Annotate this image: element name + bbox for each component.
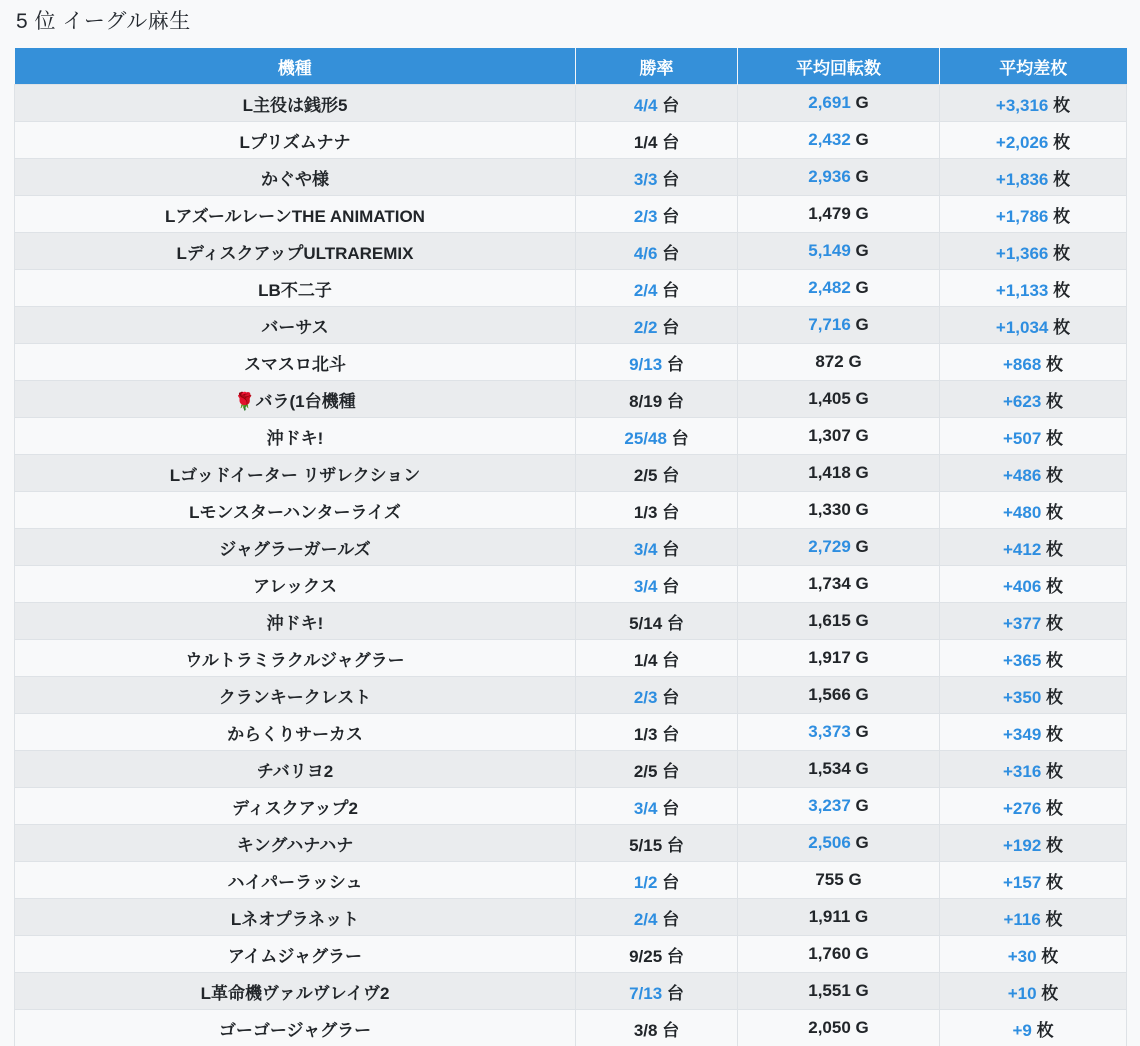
avg-diff-unit: 枚 <box>1046 650 1064 670</box>
machine-name-cell: LディスクアップULTRAREMIX <box>15 233 576 270</box>
avg-spins-cell <box>738 381 940 418</box>
machine-name-cell: アイムジャグラー <box>15 936 576 973</box>
win-rate-value: 2/5 <box>633 465 658 485</box>
avg-spins-value: 872 <box>815 352 844 371</box>
machine-name-cell: かぐや様 <box>15 159 576 196</box>
avg-spins-unit: G <box>855 1018 869 1037</box>
avg-spins-cell <box>738 973 940 1010</box>
avg-diff-value[interactable]: +480 <box>1002 502 1042 522</box>
avg-spins-unit: G <box>855 537 869 556</box>
avg-diff-value[interactable]: +3,316 <box>995 95 1049 115</box>
avg-diff-value[interactable]: +1,366 <box>995 243 1049 263</box>
avg-spins-unit: G <box>855 204 869 223</box>
win-rate-unit: 台 <box>662 872 680 892</box>
table-header-row <box>15 48 1127 85</box>
avg-diff-unit: 枚 <box>1036 1020 1054 1040</box>
win-rate-value[interactable]: 2/4 <box>633 909 658 929</box>
avg-spins-value[interactable]: 2,506 <box>808 833 851 852</box>
machine-stats-table <box>14 48 1127 1046</box>
win-rate-cell <box>576 640 738 677</box>
machine-name-cell: Lネオプラネット <box>15 899 576 936</box>
win-rate-cell <box>576 455 738 492</box>
avg-diff-value[interactable]: +9 <box>1012 1020 1032 1040</box>
avg-diff-cell <box>940 122 1127 159</box>
avg-diff-cell <box>940 862 1127 899</box>
machine-name-cell: キングハナハナ <box>15 825 576 862</box>
avg-spins-unit: G <box>855 796 869 815</box>
avg-spins-unit: G <box>855 833 869 852</box>
avg-diff-value[interactable]: +192 <box>1002 835 1042 855</box>
avg-diff-cell <box>940 751 1127 788</box>
win-rate-value[interactable]: 7/13 <box>629 983 663 1003</box>
avg-spins-cell <box>738 566 940 603</box>
win-rate-unit: 台 <box>662 317 680 337</box>
avg-spins-unit: G <box>855 315 869 334</box>
table-row <box>15 973 1127 1010</box>
avg-spins-cell <box>738 344 940 381</box>
win-rate-unit: 台 <box>662 761 680 781</box>
win-rate-value: 1/3 <box>633 502 658 522</box>
avg-diff-cell <box>940 973 1127 1010</box>
win-rate-value: 2/5 <box>633 761 658 781</box>
avg-spins-cell <box>738 1010 940 1046</box>
win-rate-unit: 台 <box>662 909 680 929</box>
avg-diff-cell <box>940 418 1127 455</box>
win-rate-unit: 台 <box>662 95 680 115</box>
avg-diff-value[interactable]: +276 <box>1002 798 1042 818</box>
avg-spins-value[interactable]: 2,936 <box>808 167 851 186</box>
avg-spins-cell <box>738 529 940 566</box>
avg-spins-unit: G <box>855 241 869 260</box>
table-row <box>15 492 1127 529</box>
win-rate-value[interactable]: 4/4 <box>633 95 658 115</box>
avg-spins-cell <box>738 492 940 529</box>
avg-diff-unit: 枚 <box>1046 502 1064 522</box>
win-rate-unit: 台 <box>671 428 689 448</box>
avg-diff-value[interactable]: +10 <box>1007 983 1037 1003</box>
win-rate-unit: 台 <box>662 650 680 670</box>
avg-diff-cell <box>940 455 1127 492</box>
avg-diff-unit: 枚 <box>1046 354 1064 374</box>
avg-spins-value: 1,418 <box>808 463 851 482</box>
table-row <box>15 381 1127 418</box>
win-rate-value: 1/4 <box>633 650 658 670</box>
machine-name-cell: 沖ドキ! <box>15 603 576 640</box>
win-rate-value: 1/3 <box>633 724 658 744</box>
avg-diff-value[interactable]: +1,786 <box>995 206 1049 226</box>
machine-name-cell: Lモンスターハンターライズ <box>15 492 576 529</box>
win-rate-cell <box>576 344 738 381</box>
machine-name-cell: バーサス <box>15 307 576 344</box>
avg-diff-unit: 枚 <box>1053 243 1071 263</box>
win-rate-cell <box>576 159 738 196</box>
win-rate-value[interactable]: 1/2 <box>633 872 658 892</box>
avg-spins-value[interactable]: 2,482 <box>808 278 851 297</box>
avg-diff-cell <box>940 344 1127 381</box>
win-rate-unit: 台 <box>666 391 684 411</box>
avg-spins-unit: G <box>848 870 862 889</box>
avg-diff-cell <box>940 603 1127 640</box>
win-rate-cell <box>576 751 738 788</box>
table-row <box>15 714 1127 751</box>
table-row <box>15 788 1127 825</box>
win-rate-cell <box>576 603 738 640</box>
avg-diff-cell <box>940 677 1127 714</box>
avg-diff-unit: 枚 <box>1053 132 1071 152</box>
avg-spins-value[interactable]: 3,373 <box>808 722 851 741</box>
avg-diff-cell <box>940 825 1127 862</box>
win-rate-value[interactable]: 3/3 <box>633 169 658 189</box>
avg-diff-value[interactable]: +157 <box>1002 872 1042 892</box>
avg-spins-unit: G <box>855 500 869 519</box>
win-rate-unit: 台 <box>666 946 684 966</box>
avg-diff-cell <box>940 529 1127 566</box>
win-rate-cell <box>576 936 738 973</box>
avg-spins-value[interactable]: 3,237 <box>808 796 851 815</box>
machine-name-cell: LB不二子 <box>15 270 576 307</box>
avg-spins-value: 1,551 <box>808 981 851 1000</box>
win-rate-cell <box>576 122 738 159</box>
win-rate-cell <box>576 529 738 566</box>
avg-diff-value[interactable]: +1,836 <box>995 169 1049 189</box>
col-header-avg-diff: 平均差枚 <box>940 48 1127 85</box>
machine-name-cell: ゴーゴージャグラー <box>15 1010 576 1046</box>
avg-spins-value: 2,050 <box>808 1018 851 1037</box>
avg-spins-cell <box>738 640 940 677</box>
avg-diff-unit: 枚 <box>1046 798 1064 818</box>
table-row <box>15 307 1127 344</box>
win-rate-value[interactable]: 3/4 <box>633 539 658 559</box>
avg-spins-unit: G <box>855 167 869 186</box>
win-rate-cell <box>576 714 738 751</box>
table-row <box>15 196 1127 233</box>
avg-spins-value: 1,917 <box>808 648 851 667</box>
avg-diff-unit: 枚 <box>1046 835 1064 855</box>
avg-diff-cell <box>940 640 1127 677</box>
avg-diff-unit: 枚 <box>1046 576 1064 596</box>
win-rate-cell <box>576 418 738 455</box>
win-rate-cell <box>576 677 738 714</box>
avg-spins-cell <box>738 122 940 159</box>
machine-name-cell: L革命機ヴァルヴレイヴ2 <box>15 973 576 1010</box>
avg-spins-value: 1,534 <box>808 759 851 778</box>
win-rate-value[interactable]: 2/2 <box>633 317 658 337</box>
win-rate-cell <box>576 381 738 418</box>
table-row <box>15 344 1127 381</box>
win-rate-value: 5/14 <box>629 613 663 633</box>
table-row <box>15 825 1127 862</box>
avg-diff-value[interactable]: +365 <box>1002 650 1042 670</box>
avg-diff-value[interactable]: +316 <box>1002 761 1042 781</box>
win-rate-unit: 台 <box>662 1020 680 1040</box>
win-rate-cell <box>576 566 738 603</box>
machine-name-cell: チバリヨ2 <box>15 751 576 788</box>
avg-spins-unit: G <box>855 981 869 1000</box>
table-row <box>15 233 1127 270</box>
avg-diff-unit: 枚 <box>1053 169 1071 189</box>
avg-diff-cell <box>940 492 1127 529</box>
avg-diff-unit: 枚 <box>1046 613 1064 633</box>
avg-diff-unit: 枚 <box>1053 280 1071 300</box>
table-row <box>15 899 1127 936</box>
avg-spins-unit: G <box>855 648 869 667</box>
avg-diff-unit: 枚 <box>1045 909 1063 929</box>
machine-name-cell: 沖ドキ! <box>15 418 576 455</box>
table-row <box>15 122 1127 159</box>
win-rate-value: 3/8 <box>633 1020 658 1040</box>
avg-diff-cell <box>940 381 1127 418</box>
win-rate-value[interactable]: 2/3 <box>633 206 658 226</box>
win-rate-unit: 台 <box>662 798 680 818</box>
avg-spins-value[interactable]: 7,716 <box>808 315 851 334</box>
avg-spins-cell <box>738 233 940 270</box>
table-row <box>15 677 1127 714</box>
avg-spins-cell <box>738 270 940 307</box>
avg-spins-unit: G <box>855 722 869 741</box>
table-body <box>15 85 1127 1046</box>
avg-spins-unit: G <box>855 278 869 297</box>
avg-diff-value[interactable]: +116 <box>1003 909 1041 929</box>
avg-spins-value: 1,307 <box>808 426 851 445</box>
win-rate-value[interactable]: 2/3 <box>633 687 658 707</box>
table-row <box>15 159 1127 196</box>
avg-spins-value[interactable]: 2,432 <box>808 130 851 149</box>
avg-diff-cell <box>940 566 1127 603</box>
avg-diff-unit: 枚 <box>1041 946 1059 966</box>
col-header-machine: 機種 <box>15 48 576 85</box>
avg-diff-unit: 枚 <box>1046 724 1064 744</box>
avg-diff-unit: 枚 <box>1053 206 1071 226</box>
avg-diff-unit: 枚 <box>1046 761 1064 781</box>
avg-spins-cell <box>738 418 940 455</box>
win-rate-value: 9/25 <box>629 946 663 966</box>
win-rate-unit: 台 <box>662 687 680 707</box>
table-row <box>15 270 1127 307</box>
win-rate-cell <box>576 196 738 233</box>
win-rate-cell <box>576 899 738 936</box>
table-row <box>15 751 1127 788</box>
win-rate-value: 5/15 <box>629 835 663 855</box>
avg-spins-value: 1,479 <box>808 204 851 223</box>
avg-spins-unit: G <box>848 352 862 371</box>
win-rate-cell <box>576 492 738 529</box>
win-rate-unit: 台 <box>662 243 680 263</box>
win-rate-cell <box>576 270 738 307</box>
avg-diff-cell <box>940 936 1127 973</box>
avg-spins-value: 1,911 <box>808 907 851 926</box>
avg-spins-cell <box>738 788 940 825</box>
win-rate-unit: 台 <box>662 724 680 744</box>
machine-name-cell: Lゴッドイーター リザレクション <box>15 455 576 492</box>
win-rate-value[interactable]: 3/4 <box>633 576 658 596</box>
avg-diff-value[interactable]: +1,034 <box>995 317 1049 337</box>
avg-diff-cell <box>940 899 1127 936</box>
win-rate-unit: 台 <box>662 502 680 522</box>
machine-name-cell: Lプリズムナナ <box>15 122 576 159</box>
avg-spins-unit: G <box>855 611 869 630</box>
avg-spins-value[interactable]: 2,729 <box>808 537 851 556</box>
avg-spins-value: 755 <box>815 870 844 889</box>
avg-spins-cell <box>738 825 940 862</box>
avg-diff-value[interactable]: +377 <box>1002 613 1042 633</box>
avg-diff-unit: 枚 <box>1046 539 1064 559</box>
avg-diff-unit: 枚 <box>1046 687 1064 707</box>
avg-diff-unit: 枚 <box>1046 872 1064 892</box>
win-rate-unit: 台 <box>666 835 684 855</box>
avg-spins-cell <box>738 862 940 899</box>
win-rate-cell <box>576 307 738 344</box>
avg-diff-unit: 枚 <box>1041 983 1059 1003</box>
avg-diff-cell <box>940 714 1127 751</box>
avg-spins-cell <box>738 677 940 714</box>
win-rate-value: 8/19 <box>629 391 663 411</box>
avg-spins-cell <box>738 159 940 196</box>
table-row <box>15 85 1127 122</box>
avg-spins-value: 1,405 <box>808 389 851 408</box>
machine-name-cell: LアズールレーンTHE ANIMATION <box>15 196 576 233</box>
win-rate-value[interactable]: 25/48 <box>624 428 667 448</box>
avg-spins-value[interactable]: 2,691 <box>808 93 851 112</box>
win-rate-unit: 台 <box>666 613 684 633</box>
page-title: 5 位 イーグル麻生 <box>16 10 191 33</box>
avg-diff-value[interactable]: +406 <box>1002 576 1042 596</box>
avg-spins-unit: G <box>855 389 869 408</box>
win-rate-unit: 台 <box>662 132 680 152</box>
avg-diff-value[interactable]: +507 <box>1002 428 1042 448</box>
avg-spins-cell <box>738 899 940 936</box>
machine-name-cell: ジャグラーガールズ <box>15 529 576 566</box>
avg-spins-unit: G <box>855 759 869 778</box>
machine-name-cell: からくりサーカス <box>15 714 576 751</box>
win-rate-cell <box>576 973 738 1010</box>
win-rate-unit: 台 <box>662 169 680 189</box>
avg-diff-value[interactable]: +349 <box>1002 724 1042 744</box>
avg-spins-value: 1,734 <box>808 574 851 593</box>
avg-spins-cell <box>738 936 940 973</box>
win-rate-value[interactable]: 3/4 <box>633 798 658 818</box>
col-header-win-rate: 勝率 <box>576 48 738 85</box>
table-row <box>15 936 1127 973</box>
avg-spins-unit: G <box>855 907 869 926</box>
avg-spins-value: 1,760 <box>808 944 851 963</box>
avg-spins-value: 1,615 <box>808 611 851 630</box>
table-row <box>15 1010 1127 1046</box>
table-row <box>15 455 1127 492</box>
win-rate-cell <box>576 862 738 899</box>
avg-diff-unit: 枚 <box>1046 391 1064 411</box>
machine-name-cell: アレックス <box>15 566 576 603</box>
machine-name-cell: クランキークレスト <box>15 677 576 714</box>
avg-spins-value[interactable]: 5,149 <box>808 241 851 260</box>
avg-diff-cell <box>940 788 1127 825</box>
table-row <box>15 603 1127 640</box>
win-rate-value[interactable]: 2/4 <box>633 280 658 300</box>
avg-spins-cell <box>738 603 940 640</box>
win-rate-unit: 台 <box>662 539 680 559</box>
avg-diff-cell <box>940 307 1127 344</box>
win-rate-unit: 台 <box>662 280 680 300</box>
avg-diff-cell <box>940 196 1127 233</box>
avg-diff-cell <box>940 85 1127 122</box>
col-header-avg-spins: 平均回転数 <box>738 48 940 85</box>
avg-spins-cell <box>738 307 940 344</box>
avg-diff-value[interactable]: +412 <box>1002 539 1042 559</box>
win-rate-unit: 台 <box>666 354 684 374</box>
avg-diff-value[interactable]: +2,026 <box>995 132 1049 152</box>
win-rate-unit: 台 <box>662 576 680 596</box>
win-rate-cell <box>576 1010 738 1046</box>
machine-name-cell: ウルトラミラクルジャグラー <box>15 640 576 677</box>
avg-diff-unit: 枚 <box>1053 317 1071 337</box>
avg-spins-cell <box>738 751 940 788</box>
machine-name-cell: 🌹バラ(1台機種 <box>15 381 576 418</box>
machine-name-cell: スマスロ北斗 <box>15 344 576 381</box>
avg-spins-unit: G <box>855 574 869 593</box>
win-rate-cell <box>576 233 738 270</box>
avg-spins-value: 1,330 <box>808 500 851 519</box>
table-row <box>15 418 1127 455</box>
win-rate-cell <box>576 788 738 825</box>
table-row <box>15 640 1127 677</box>
avg-spins-unit: G <box>855 93 869 112</box>
win-rate-value[interactable]: 9/13 <box>629 354 663 374</box>
machine-name-cell: L主役は銭形5 <box>15 85 576 122</box>
machine-name-cell: ディスクアップ2 <box>15 788 576 825</box>
avg-spins-cell <box>738 196 940 233</box>
avg-diff-value[interactable]: +30 <box>1007 946 1037 966</box>
avg-spins-unit: G <box>855 130 869 149</box>
win-rate-unit: 台 <box>662 206 680 226</box>
avg-diff-cell <box>940 1010 1127 1046</box>
avg-diff-unit: 枚 <box>1053 95 1071 115</box>
avg-diff-cell <box>940 233 1127 270</box>
avg-diff-value[interactable]: +350 <box>1002 687 1042 707</box>
avg-diff-unit: 枚 <box>1046 465 1064 485</box>
win-rate-value[interactable]: 4/6 <box>633 243 658 263</box>
avg-spins-unit: G <box>855 463 869 482</box>
avg-spins-unit: G <box>855 944 869 963</box>
avg-spins-cell <box>738 455 940 492</box>
win-rate-cell <box>576 85 738 122</box>
avg-diff-unit: 枚 <box>1046 428 1064 448</box>
avg-spins-cell <box>738 85 940 122</box>
win-rate-value: 1/4 <box>633 132 658 152</box>
avg-diff-cell <box>940 159 1127 196</box>
table-row <box>15 566 1127 603</box>
machine-name-cell: ハイパーラッシュ <box>15 862 576 899</box>
avg-diff-value[interactable]: +623 <box>1002 391 1042 411</box>
win-rate-unit: 台 <box>666 983 684 1003</box>
win-rate-cell <box>576 825 738 862</box>
avg-diff-value[interactable]: +868 <box>1002 354 1042 374</box>
avg-spins-cell <box>738 714 940 751</box>
avg-spins-unit: G <box>855 426 869 445</box>
avg-spins-value: 1,566 <box>808 685 851 704</box>
table-row <box>15 529 1127 566</box>
avg-spins-unit: G <box>855 685 869 704</box>
table-row <box>15 862 1127 899</box>
win-rate-unit: 台 <box>662 465 680 485</box>
avg-diff-value[interactable]: +1,133 <box>995 280 1049 300</box>
avg-diff-value[interactable]: +486 <box>1002 465 1042 485</box>
avg-diff-cell <box>940 270 1127 307</box>
